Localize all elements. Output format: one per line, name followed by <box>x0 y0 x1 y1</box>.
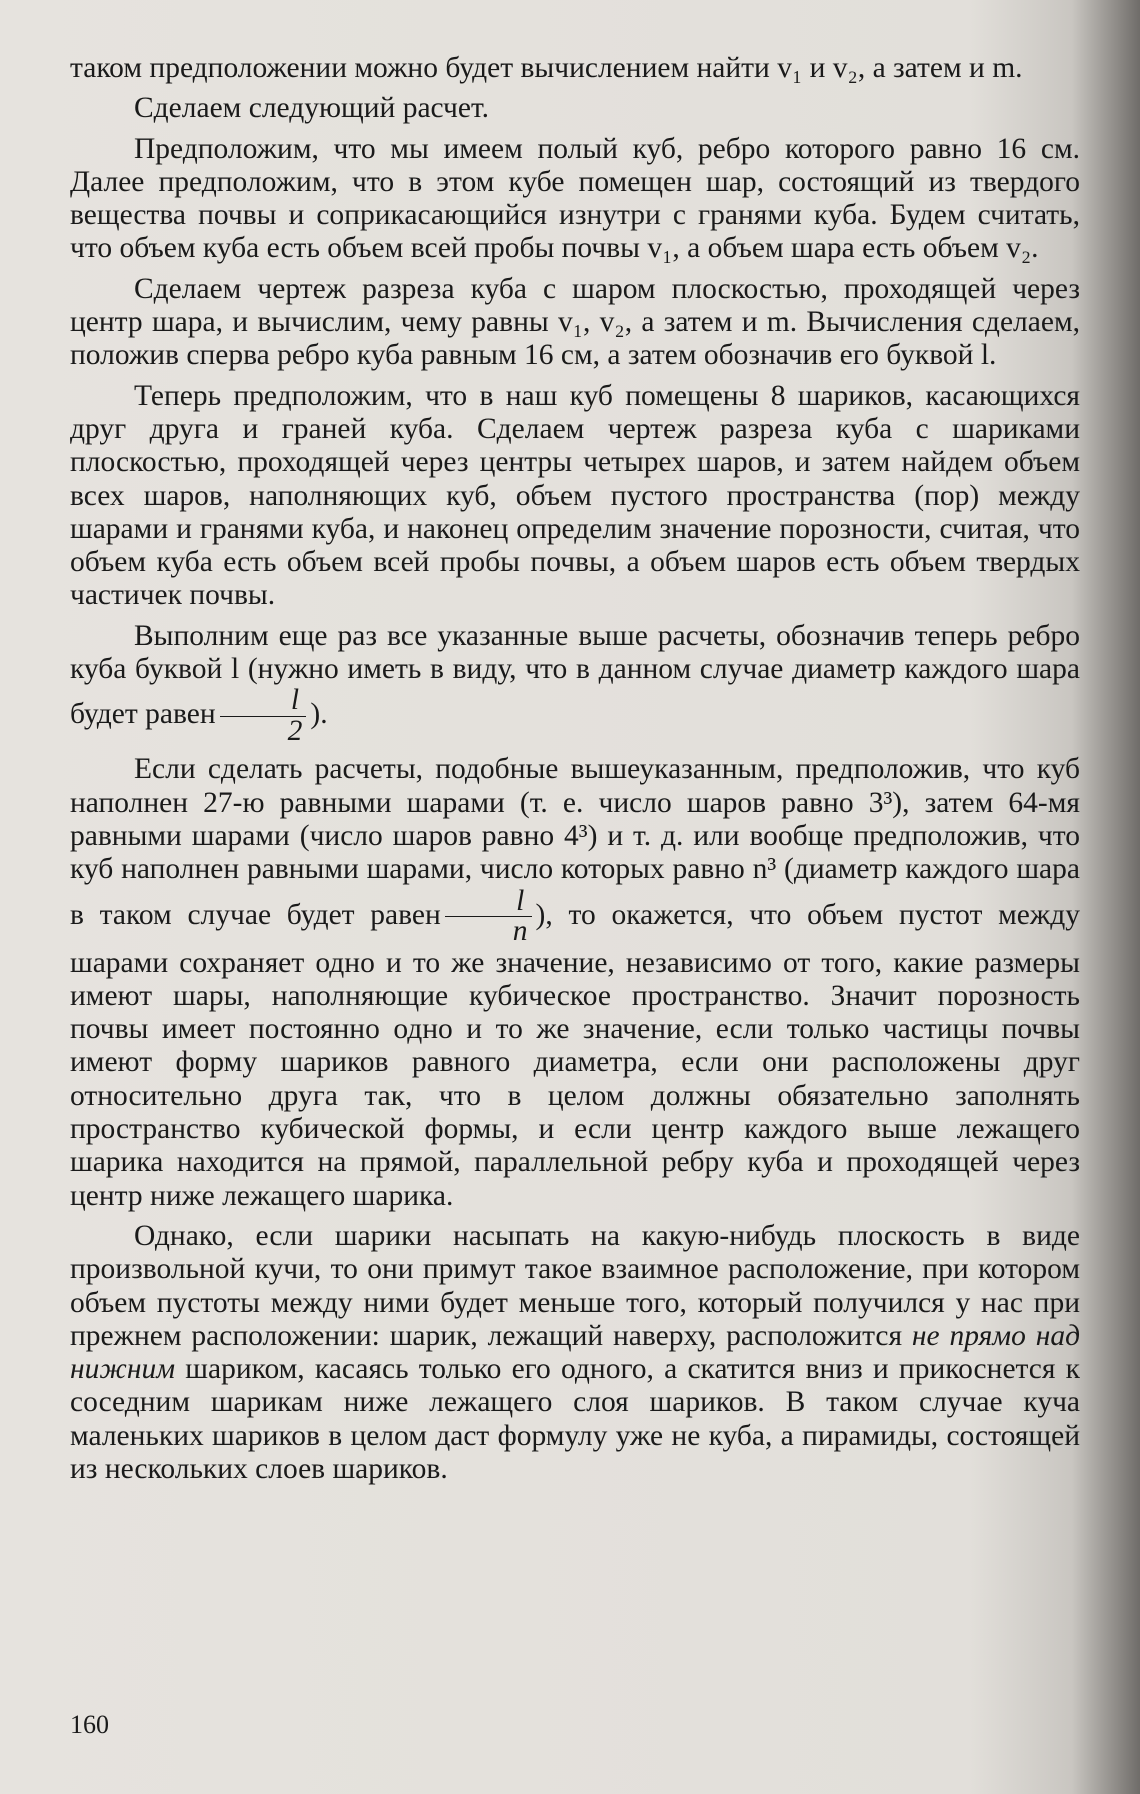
fraction-l-over-2 <box>220 686 307 746</box>
paragraph-7-text-before: Если сделать расчеты, подобные вышеуказанным, предположив, что куб наполнен 27-ю равными шарами (т. е. число шаров равно 3³), затем 64-мя равными шарами (число шаров равно 4³) и т. д. или вообще предположив, что куб наполнен равными шарами, число которых равно n³ (диаметр каждого шара в таком случае будет равен <box>70 753 1080 931</box>
body-text <box>70 52 1080 1493</box>
paragraph-3: Предположим, что мы имеем полый куб, ребро которого равно 16 см. Далее предположим, что в этом кубе помещен шар, состоящий из твердого вещества почвы и соприкасающийся изнутри с гранями куба. Будем считать, что объем куба есть объем всей пробы почвы v₁, а объем шара есть объем v₂. <box>70 132 1080 265</box>
fraction-numerator: l <box>445 887 532 918</box>
fraction-numerator: l <box>220 686 307 717</box>
paragraph-1: таком предположении можно будет вычислением найти v₁ и v₂, а затем и m. <box>70 52 1023 84</box>
emphasized-text: не прямо над нижним <box>70 1319 1081 1386</box>
fraction-denominator: 2 <box>287 714 303 747</box>
paragraph-8-text-before: Однако, если шарики насыпать на какую-нибудь плоскость в виде произвольной кучи, то они примут такое взаимное расположение, при котором объем пустоты между ними будет меньше того, который получился у нас при прежнем расположении: шарик, лежащий наверху, расположится <box>70 1219 1080 1352</box>
paragraph-8 <box>70 1220 1080 1486</box>
page-number: 160 <box>70 1710 109 1739</box>
paragraph-5: Теперь предположим, что в наш куб помещены 8 шариков, касающихся друг друга и граней куба. Сделаем чертеж разреза куба с шариками плоскостью, проходящей через центры четырех шаров, и затем найдем объем всех шаров, наполняющих куб, объем пустого пространства (пор) между шарами и гранями куба, и наконец определим значение порозности, считая, что объем куба есть объем всей пробы почвы, а объем шаров есть объем твердых частичек почвы. <box>70 379 1080 612</box>
paragraph-4: Сделаем чертеж разреза куба с шаром плоскостью, проходящей через центр шара, и вычислим, чему равны v₁, v₂, а затем и m. Вычисления сделаем, положив сперва ребро куба равным 16 см, а затем обозначив его буквой l. <box>70 272 1080 372</box>
fraction-denominator: n <box>512 915 528 948</box>
paragraph-7-text-after: ), то окажется, что объем пустот между шарами сохраняет одно и то же значение, независимо от того, какие размеры имеют шары, наполняющие кубическое пространство. Значит порозность почвы имеет постоянно одно и то же значение, если только частицы почвы имеют форму шариков равного диаметра, если они расположены друг относительно друга так, что в целом должны обязательно заполнять пространство кубической формы, и если центр каждого выше лежащего шарика находится на прямой, параллельной ребру куба и проходящей через центр ниже лежащего шарика. <box>70 898 1080 1212</box>
fraction-l-over-n <box>445 884 532 948</box>
paragraph-6-text-before: Выполним еще раз все указанные выше расчеты, обозначив теперь ребро куба буквой l (нужно иметь в виду, что в данном случае диаметр каждого шара будет равен <box>70 619 1080 731</box>
paragraph-2: Сделаем следующий расчет. <box>134 92 490 125</box>
paragraph-7 <box>70 753 1080 1213</box>
paragraph-6-text-after: ). <box>310 698 328 731</box>
paragraph-6 <box>70 620 1080 747</box>
paragraph-8-text-after: шариком, касаясь только его одного, а скатится вниз и прикоснется к соседним шарикам ниже лежащего слоя шариков. В таком случае куча маленьких шариков в целом даст формулу уже не куба, а пирамиды, состоящей из нескольких слоев шариков. <box>70 1353 1080 1485</box>
